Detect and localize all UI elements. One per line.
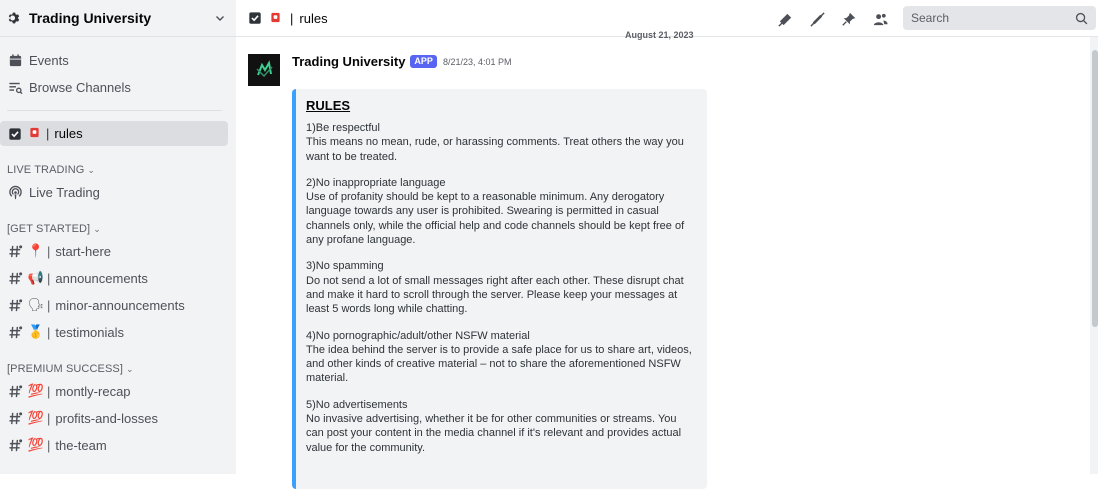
sidebar-item-browse-channels[interactable]	[0, 76, 236, 98]
sidebar-item-live-trading[interactable]	[0, 181, 236, 203]
channel-title: rules	[299, 10, 328, 26]
channel-minor-announcements[interactable]	[0, 294, 185, 316]
search-icon	[1075, 12, 1088, 25]
channel-label: montly-recap	[55, 383, 131, 399]
channel-the-team[interactable]	[0, 434, 107, 456]
rule-heading: 5)No advertisements	[306, 398, 408, 411]
channel-label: announcements	[55, 270, 148, 286]
sidebar-item-label: Live Trading	[29, 184, 100, 200]
sidebar-item-events[interactable]	[0, 49, 236, 71]
chevron-down-icon: ⌄	[126, 363, 134, 374]
hash-icon	[7, 410, 23, 426]
rules-checkbox-icon	[248, 11, 262, 25]
avatar[interactable]	[248, 54, 280, 86]
category-live-trading[interactable]	[7, 164, 95, 176]
sidebar-item-rules[interactable]	[0, 121, 228, 146]
message-header	[292, 54, 511, 69]
channel-separator: |	[290, 10, 294, 26]
hash-icon	[7, 270, 23, 286]
medal-emoji: 🥇	[27, 324, 45, 339]
message-author[interactable]: Trading University	[292, 54, 406, 69]
hash-icon	[7, 243, 23, 259]
browse-channels-icon	[7, 79, 23, 95]
category-premium-success[interactable]	[7, 363, 134, 375]
rules-checkbox-icon	[7, 126, 23, 142]
hundred-emoji: 💯	[27, 410, 45, 425]
message-list	[236, 30, 1098, 474]
hash-icon	[7, 297, 23, 313]
category-label: LIVE TRADING	[7, 164, 85, 176]
category-label: [PREMIUM SUCCESS]	[7, 363, 123, 375]
search-bar[interactable]	[903, 6, 1096, 30]
rule-heading: 4)No pornographic/adult/other NSFW material	[306, 329, 530, 342]
speaking-head-emoji: 🗣	[27, 297, 45, 312]
member-list-icon[interactable]	[871, 10, 889, 28]
category-label: [GET STARTED]	[7, 223, 91, 235]
app-badge: APP	[410, 55, 437, 68]
channel-separator: |	[47, 437, 51, 453]
channel-separator: |	[47, 270, 51, 286]
rule-body: No invasive advertising, whether it be for other communities or streams. You can post your content in the media channel if it's relevant and provides actual value for the community.	[306, 413, 682, 454]
message-timestamp: 8/21/23, 4:01 PM	[442, 56, 512, 67]
embed-title: RULES	[306, 98, 351, 113]
hash-icon	[7, 437, 23, 453]
pin-emoji: 📍	[27, 243, 45, 258]
date-divider: August 21, 2023	[625, 30, 694, 40]
channel-separator: |	[46, 126, 50, 141]
channel-testimonials[interactable]	[0, 321, 124, 343]
gear-icon	[7, 11, 21, 25]
chevron-down-icon: ⌄	[87, 164, 96, 175]
channel-separator: |	[47, 243, 51, 259]
notification-off-icon[interactable]	[808, 10, 826, 28]
rule-item	[306, 121, 695, 164]
rule-item	[306, 259, 695, 316]
chevron-down-icon: ⌄	[93, 223, 101, 234]
stage-icon	[7, 184, 23, 200]
channel-label: the-team	[55, 437, 107, 453]
sidebar-divider	[7, 110, 222, 111]
rule-item	[306, 176, 695, 247]
calendar-icon	[7, 52, 23, 68]
red-badge-icon	[270, 11, 284, 25]
rule-item	[306, 398, 695, 455]
channel-sidebar	[0, 0, 236, 474]
sidebar-item-label: Browse Channels	[29, 79, 131, 95]
channel-label: start-here	[55, 243, 112, 259]
hundred-emoji: 💯	[27, 437, 45, 452]
red-badge-icon	[29, 126, 40, 141]
rule-body: Do not send a lot of small messages right after each other. These disrupt chat and make it hard to scroll through the server. Please keep your messages at least 5 words long while chatting.	[306, 274, 684, 316]
scrollbar-thumb[interactable]	[1092, 50, 1098, 327]
rule-heading: 2)No inappropriate language	[306, 176, 446, 189]
channel-separator: |	[47, 383, 51, 399]
megaphone-emoji: 📢	[27, 270, 45, 285]
channel-announcements[interactable]	[0, 267, 148, 289]
rule-body: This means no mean, rude, or harassing comments. Treat others the way you want to be treated.	[306, 136, 684, 163]
category-get-started[interactable]	[7, 223, 101, 235]
channel-label: testimonials	[55, 324, 125, 340]
avatar-logo-icon	[248, 54, 280, 86]
rule-body: Use of profanity should be kept to a reasonable minimum. Any derogatory language towards any user is prohibited. Swearing is permitted in casual channels only, while the official help and code channels should be kept free of any profane language.	[306, 191, 685, 247]
channel-profits-and-losses[interactable]	[0, 407, 158, 429]
channel-start-here[interactable]	[0, 240, 111, 262]
channel-label: minor-announcements	[55, 297, 185, 313]
server-name: Trading University	[29, 10, 152, 26]
channel-separator: |	[47, 297, 51, 313]
server-header[interactable]	[0, 0, 236, 37]
hash-icon	[7, 383, 23, 399]
pin-icon[interactable]	[840, 10, 858, 28]
channel-separator: |	[47, 324, 51, 340]
channel-label: profits-and-losses	[55, 410, 158, 426]
rule-heading: 3)No spamming	[306, 260, 384, 273]
sidebar-item-label: rules	[54, 126, 83, 141]
rule-body: The idea behind the server is to provide a safe place for us to share art, videos, and other kinds of creative material – not to share the aforementioned NSFW material.	[306, 343, 692, 385]
hash-icon	[7, 324, 23, 340]
search-input[interactable]	[911, 11, 1075, 25]
chevron-down-icon[interactable]	[214, 12, 226, 24]
threads-icon[interactable]	[776, 10, 794, 28]
rule-heading: 1)Be respectful	[306, 122, 380, 134]
hundred-emoji: 💯	[27, 383, 45, 398]
sidebar-item-label: Events	[29, 52, 69, 68]
rule-item	[306, 329, 695, 386]
channel-montly-recap[interactable]	[0, 380, 131, 402]
rules-embed	[292, 89, 707, 489]
channel-separator: |	[47, 410, 51, 426]
